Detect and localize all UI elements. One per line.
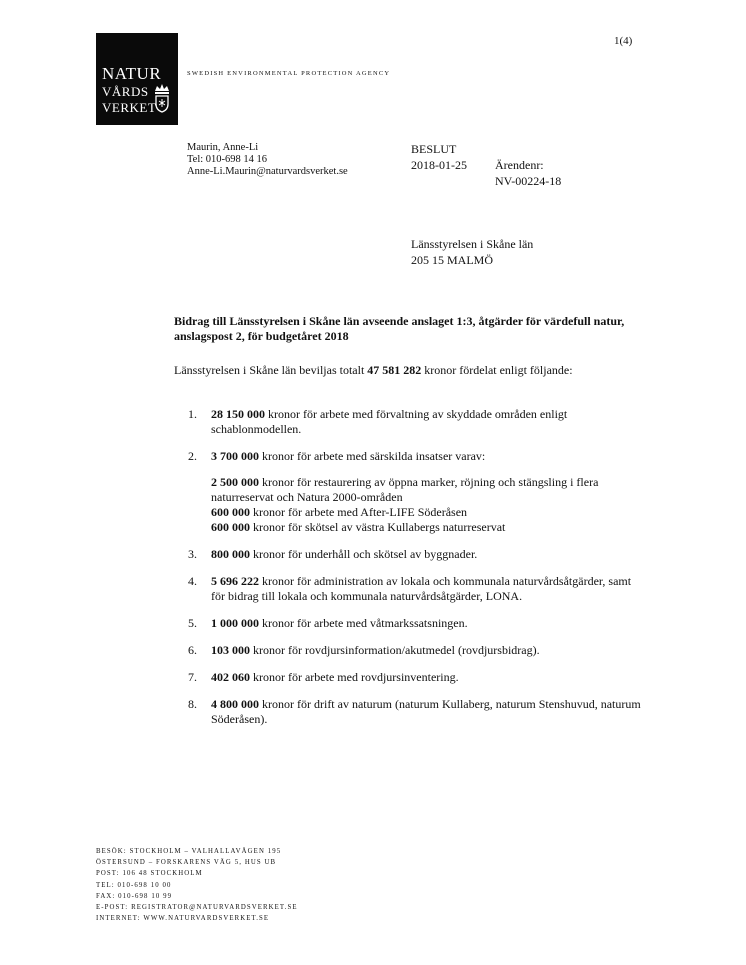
sub-item-amount: 600 000 <box>211 520 250 534</box>
sub-item-text: kronor för arbete med After-LIFE Söderåsen <box>250 505 468 519</box>
sender-name: Maurin, Anne-Li <box>187 142 259 153</box>
item-text: kronor för drift av naturum (naturum Kullaberg, naturum Stenshuvud, naturum Söderåsen). <box>211 697 641 726</box>
intro-paragraph <box>174 363 634 378</box>
case-block <box>495 157 561 189</box>
item-amount: 3 700 000 <box>211 449 259 463</box>
document-title: Bidrag till Länsstyrelsen i Skåne län avseende anslaget 1:3, åtgärder för värdefull natur, anslagspost 2, för budgetåret 2018 <box>174 314 625 343</box>
sub-item <box>211 505 644 520</box>
item-amount: 4 800 000 <box>211 697 259 711</box>
item-amount: 103 000 <box>211 643 250 657</box>
item-amount: 28 150 000 <box>211 407 265 421</box>
item-amount: 800 000 <box>211 547 250 561</box>
sender-phone: Tel: 010-698 14 16 <box>187 154 268 165</box>
sub-item <box>211 520 644 535</box>
list-item <box>174 574 644 604</box>
list-item <box>174 547 644 562</box>
item-number: 2. <box>188 449 197 463</box>
allocation-list <box>174 407 644 739</box>
case-label: Ärendenr: <box>495 158 544 172</box>
item-text: kronor för arbete med våtmarkssatsningen. <box>259 616 468 630</box>
page-number: 1(4) <box>614 35 633 47</box>
item-amount: 402 060 <box>211 670 250 684</box>
sender-block <box>187 142 348 178</box>
document-date: 2018-01-25 <box>411 158 467 172</box>
sub-item <box>211 475 644 505</box>
footer-contact <box>96 846 298 924</box>
item-number: 5. <box>188 616 197 630</box>
agency-logo <box>96 33 178 125</box>
footer-internet: INTERNET: WWW.NATURVARDSVERKET.SE <box>96 915 270 923</box>
logo-text-natur: NATUR <box>102 64 162 83</box>
sub-item-amount: 600 000 <box>211 505 250 519</box>
agency-name: SWEDISH ENVIRONMENTAL PROTECTION AGENCY <box>187 70 391 77</box>
list-item <box>174 643 644 658</box>
recipient-postal: 205 15 MALMÖ <box>411 253 494 267</box>
item-number: 3. <box>188 547 197 561</box>
footer-email: E-POST: REGISTRATOR@NATURVARDSVERKET.SE <box>96 904 298 912</box>
logo-text-vards: VÅRDS <box>102 84 149 99</box>
list-item <box>174 616 644 631</box>
case-number: NV-00224-18 <box>495 174 562 188</box>
item-text: kronor för arbete med rovdjursinventering. <box>250 670 459 684</box>
document-info <box>411 141 467 173</box>
list-item <box>174 670 644 685</box>
sender-email: Anne-Li.Maurin@naturvardsverket.se <box>187 166 348 177</box>
footer-visit: BESÖK: STOCKHOLM – VALHALLAVÄGEN 195 <box>96 848 282 855</box>
document-type: BESLUT <box>411 142 457 156</box>
sub-item-text: kronor för restaurering av öppna marker, röjning och stängsling i flera naturreservat och Natura 2000-områden <box>211 475 599 504</box>
item-number: 7. <box>188 670 197 684</box>
sub-item-amount: 2 500 000 <box>211 475 259 489</box>
footer-tel: TEL: 010-698 10 00 <box>96 881 172 889</box>
list-item <box>174 407 644 437</box>
footer-fax: FAX: 010-698 10 99 <box>96 892 173 900</box>
item-text: kronor för administration av lokala och kommunala naturvårdsåtgärder, samt för bidrag till lokala och kommunala naturvårdsåtgärder, LONA. <box>211 574 632 603</box>
item-number: 1. <box>188 407 197 421</box>
item-text: kronor för underhåll och skötsel av byggnader. <box>250 547 478 561</box>
recipient-name: Länsstyrelsen i Skåne län <box>411 237 534 251</box>
item-number: 4. <box>188 574 197 588</box>
intro-total-amount: 47 581 282 <box>367 363 422 377</box>
list-item <box>174 697 644 727</box>
footer-ostersund: ÖSTERSUND – FORSKARENS VÄG 5, HUS UB <box>96 859 277 867</box>
item-amount: 1 000 000 <box>211 616 259 630</box>
sub-allocation-list <box>211 475 644 535</box>
logo-text-verket: VERKET <box>102 100 157 115</box>
sub-item-text: kronor för skötsel av västra Kullabergs naturreservat <box>250 520 506 534</box>
item-number: 6. <box>188 643 197 657</box>
footer-post: POST: 106 48 STOCKHOLM <box>96 870 203 878</box>
intro-text-before: Länsstyrelsen i Skåne län beviljas totalt <box>174 363 368 377</box>
crown-shield-icon <box>153 83 171 113</box>
item-text: kronor för rovdjursinformation/akutmedel (rovdjursbidrag). <box>250 643 540 657</box>
intro-text-after: kronor fördelat enligt följande: <box>421 363 573 377</box>
item-amount: 5 696 222 <box>211 574 259 588</box>
item-text: kronor för arbete med förvaltning av skyddade områden enligt schablonmodellen. <box>211 407 568 436</box>
item-number: 8. <box>188 697 197 711</box>
item-text: kronor för arbete med särskilda insatser varav: <box>259 449 486 463</box>
list-item <box>174 449 644 535</box>
recipient-address <box>411 236 533 268</box>
